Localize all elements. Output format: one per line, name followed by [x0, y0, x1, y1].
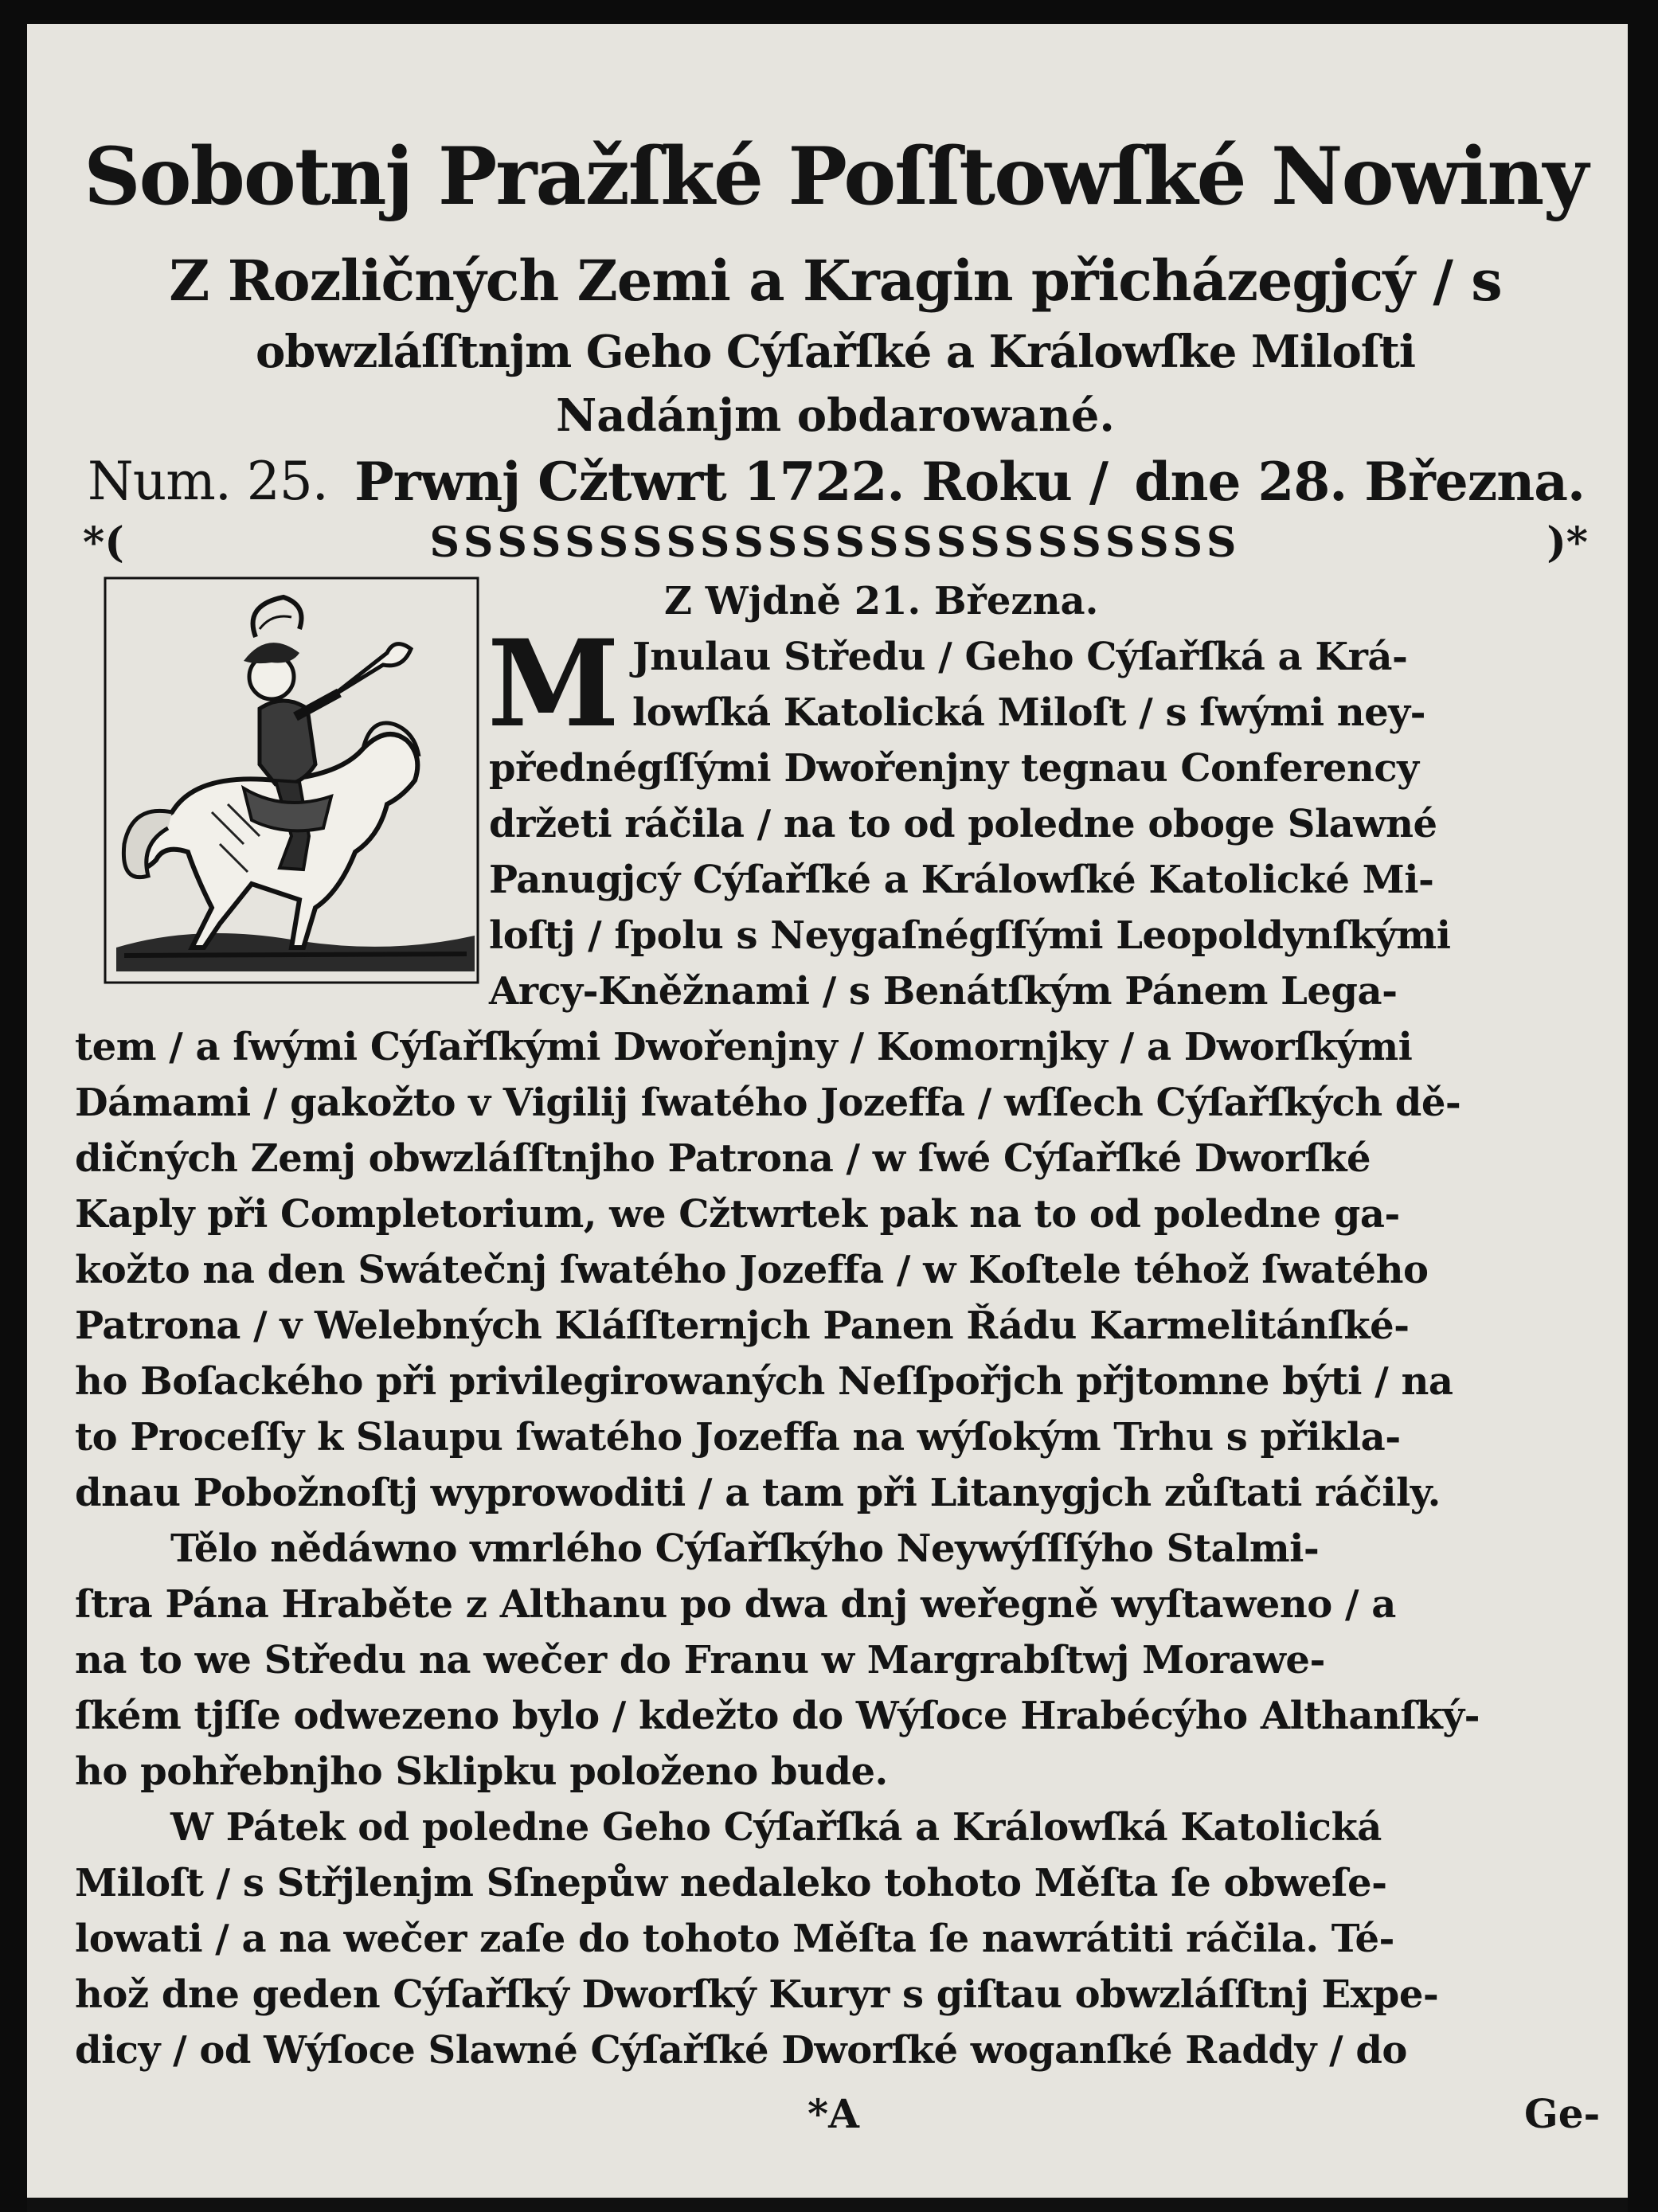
- paragraph3-line: W Pátek od poledne Geho Cýſařſká a Králowſká Katolická: [170, 1805, 1382, 1850]
- masthead-subtitle-2: obwzláſſtnjm Geho Cýſařſké a Králowſke Miloſti: [255, 326, 1416, 378]
- newspaper-page: [27, 24, 1628, 2198]
- paragraph2-line: ſtra Pána Hraběte z Althanu po dwa dnj weřegně wyſtaweno / a: [75, 1582, 1396, 1627]
- paragraph1-line: přednégſſými Dwořenjny tegnau Conferency: [489, 746, 1419, 791]
- scan-border-left: [0, 24, 27, 2212]
- paragraph1-line: držeti ráčila / na to od poledne oboge Slawné: [489, 802, 1437, 846]
- paragraph1-line: Patrona / v Welebných Kláſſternjch Panen Řádu Karmelitánſké-: [75, 1303, 1410, 1348]
- masthead-subtitle-3: Nadánjm obdarowané.: [556, 389, 1115, 442]
- issue-day: Prwnj Cžtwrt 1722. Roku /: [354, 451, 1108, 513]
- paragraph2-line: ho pohřebnjho Sklipku položeno bude.: [75, 1749, 888, 1794]
- post-rider-woodcut-image: [100, 573, 483, 987]
- ornament-right: )*: [1547, 518, 1588, 567]
- issue-line: [88, 446, 1585, 518]
- paragraph3-line: lowati / a na wečer zaſe do tohoto Měſta ſe nawrátiti ráčila. Té-: [75, 1917, 1394, 1961]
- paragraph1-line: to Proceſſy k Slaupu ſwatého Jozeffa na wýſokým Trhu s přikla-: [75, 1415, 1401, 1460]
- paragraph1-line: loſtj / ſpolu s Neygaſnégſſými Leopoldynſkými: [489, 913, 1451, 958]
- paragraph1-line: Kaply při Completorium, we Cžtwrtek pak na to od poledne ga-: [75, 1192, 1400, 1237]
- paragraph3-line: hož dne geden Cýſařſký Dworſký Kuryr s giſtau obwzláſſtnj Expe-: [75, 1972, 1439, 2017]
- paragraph2-line: na to we Středu na wečer do Franu w Margrabſtwj Morawe-: [75, 1638, 1325, 1682]
- scan-border-top: [0, 0, 1658, 24]
- issue-date: dne 28. Března.: [1134, 451, 1585, 513]
- dateline: Z Wjdně 21. Března.: [664, 579, 1099, 623]
- drop-cap-letter: M: [487, 614, 620, 754]
- paragraph1-line: Panugjcý Cýſařſké a Králowſké Katolické Mi-: [489, 858, 1434, 902]
- paragraph1-line: dnau Pobožnoſtj wyprowoditi / a tam při Litanygjch zůſtati ráčily.: [75, 1471, 1441, 1515]
- paragraph1-line: dičných Zemj obwzláſſtnjho Patrona / w ſwé Cýſařſké Dworſké: [75, 1136, 1371, 1181]
- paragraph2-line: Tělo nědáwno vmrlého Cýſařſkýho Neywýſſſýho Stalmi-: [170, 1526, 1320, 1571]
- ornament-rule: [83, 514, 1588, 570]
- issue-number: Num. 25.: [88, 451, 328, 512]
- catchword: Ge-: [1524, 2090, 1601, 2137]
- paragraph1-line: Jnulau Středu / Geho Cýſařſká a Krá-: [632, 635, 1408, 679]
- scan-border-right: [1628, 0, 1658, 2212]
- signature-mark: *A: [807, 2090, 859, 2137]
- ornament-pattern: SSSSSSSSSSSSSSSSSSSSSSSS: [429, 518, 1242, 567]
- paragraph1-line: tem / a ſwými Cýſařſkými Dwořenjny / Komornjky / a Dworſkými: [75, 1025, 1413, 1069]
- paragraph1-line: lowſká Katolická Miloſt / s ſwými ney-: [632, 690, 1426, 735]
- masthead-title: Sobotnj Pražſké Poſſtowſké Nowiny: [84, 131, 1587, 223]
- paragraph3-line: dicy / od Wýſoce Slawné Cýſařſké Dworſké woganſké Raddy / do: [75, 2028, 1407, 2073]
- ornament-left: *(: [83, 518, 124, 567]
- paragraph1-line: Dámami / gakožto v Vigilij ſwatého Jozeffa / wſſech Cýſařſkých dě-: [75, 1081, 1461, 1125]
- paragraph2-line: ſkém tjſſe odwezeno bylo / kdežto do Wýſoce Hrabécýho Althanſký-: [75, 1694, 1480, 1738]
- drop-cap-initial: [486, 614, 621, 754]
- paragraph1-line: ho Boſackého při privilegirowaných Neſſpořjch přjtomne býti / na: [75, 1359, 1453, 1404]
- paragraph3-line: Miloſt / s Střjlenjm Sſnepůw nedaleko tohoto Měſta ſe obweſe-: [75, 1861, 1387, 1905]
- masthead-subtitle-1: Z Rozličných Zemi a Kragin přicházegjcý / s: [169, 248, 1502, 314]
- paragraph1-line: Arcy-Kněžnami / s Benátſkým Pánem Lega-: [489, 969, 1398, 1014]
- paragraph1-line: kožto na den Swátečnj ſwatého Jozeffa / w Koſtele téhož ſwatého: [75, 1248, 1429, 1292]
